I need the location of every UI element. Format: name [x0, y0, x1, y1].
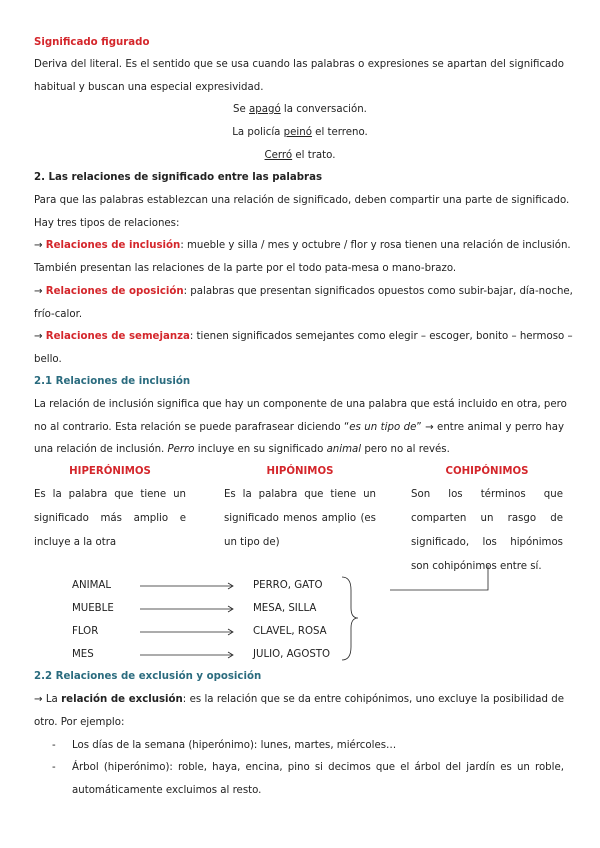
paragraph-line: Para que las palabras establezcan una relación de significado, deben compartir una parte de significado. [34, 195, 570, 206]
paragraph-line: frío-calor. [34, 309, 83, 320]
relation-inclusion: → Relaciones de inclusión: mueble y silla / mes y octubre / flor y rosa tienen una relación de inclusión. [34, 240, 571, 251]
bullet-item: Árbol (hiperónimo): roble, haya, encina, pino si decimos que el árbol del jardín es un roble, [72, 762, 564, 773]
pair-right: CLAVEL, ROSA [253, 626, 327, 637]
paragraph-line: otro. Por ejemplo: [34, 717, 125, 728]
relation-oposicion: → Relaciones de oposición: palabras que presentan significados opuestos como subir-bajar, día-noche, [34, 286, 573, 297]
section-title-significado-figurado: Significado figurado [34, 37, 150, 48]
connector-line [390, 565, 488, 590]
pair-left: MES [72, 649, 94, 660]
pair-right: PERRO, GATO [253, 580, 323, 591]
paragraph-line: Deriva del literal. Es el sentido que se usa cuando las palabras o expresiones se apartan del significado [34, 59, 564, 70]
example-line: Se apagó la conversación. [233, 104, 367, 115]
column-title-hiponimos: HIPÓNIMOS [266, 466, 334, 477]
paragraph-line: La relación de inclusión significa que hay un componente de una palabra que está incluido en otra, pero [34, 399, 567, 410]
bullet-dash: - [52, 762, 56, 773]
column-text-cohiponimos: Son los términos que comparten un rasgo de significado, los hipónimos son cohipónimos entre sí. [411, 489, 563, 572]
paragraph-line: Hay tres tipos de relaciones: [34, 218, 180, 229]
example-line: La policía peinó el terreno. [232, 127, 368, 138]
pair-left: ANIMAL [72, 580, 112, 591]
pair-left: MUEBLE [72, 603, 114, 614]
relation-semejanza: → Relaciones de semejanza: tienen significados semejantes como elegir – escoger, bonito – hermoso – [34, 331, 573, 342]
pair-right: MESA, SILLA [253, 603, 317, 614]
paragraph-line: También presentan las relaciones de la parte por el todo pata-mesa o mano-brazo. [34, 263, 457, 274]
column-text-hiponimos: Es la palabra que tiene un significado menos amplio (es un tipo de) [224, 489, 376, 548]
pair-left: FLOR [72, 626, 99, 637]
paragraph-line: habitual y buscan una especial expresividad. [34, 82, 264, 93]
pair-right: JULIO, AGOSTO [253, 649, 331, 660]
paragraph-line: → La relación de exclusión: es la relación que se da entre cohipónimos, uno excluye la posibilidad de [34, 694, 564, 705]
section-title-exclusion: 2.2 Relaciones de exclusión y oposición [34, 671, 262, 682]
section-title-relaciones: 2. Las relaciones de significado entre las palabras [34, 172, 323, 183]
bullet-item: Los días de la semana (hiperónimo): lunes, martes, miércoles… [72, 740, 397, 751]
paragraph-line: no al contrario. Esta relación se puede parafrasear diciendo “es un tipo de” → entre animal y perro hay [34, 422, 564, 433]
curly-brace [342, 577, 358, 660]
section-title-inclusion: 2.1 Relaciones de inclusión [34, 376, 191, 387]
bullet-item-continued: automáticamente excluimos al resto. [72, 785, 262, 796]
example-line: Cerró el trato. [264, 150, 336, 161]
column-text-hiperonimos: Es la palabra que tiene un significado más amplio e incluye a la otra [34, 489, 186, 548]
paragraph-line: bello. [34, 354, 62, 365]
column-title-cohiponimos: COHIPÓNIMOS [445, 466, 529, 477]
bullet-dash: - [52, 740, 56, 751]
column-title-hiperonimos: HIPERÓNIMOS [69, 466, 151, 477]
paragraph-line: una relación de inclusión. Perro incluye en su significado animal pero no al revés. [34, 444, 450, 455]
